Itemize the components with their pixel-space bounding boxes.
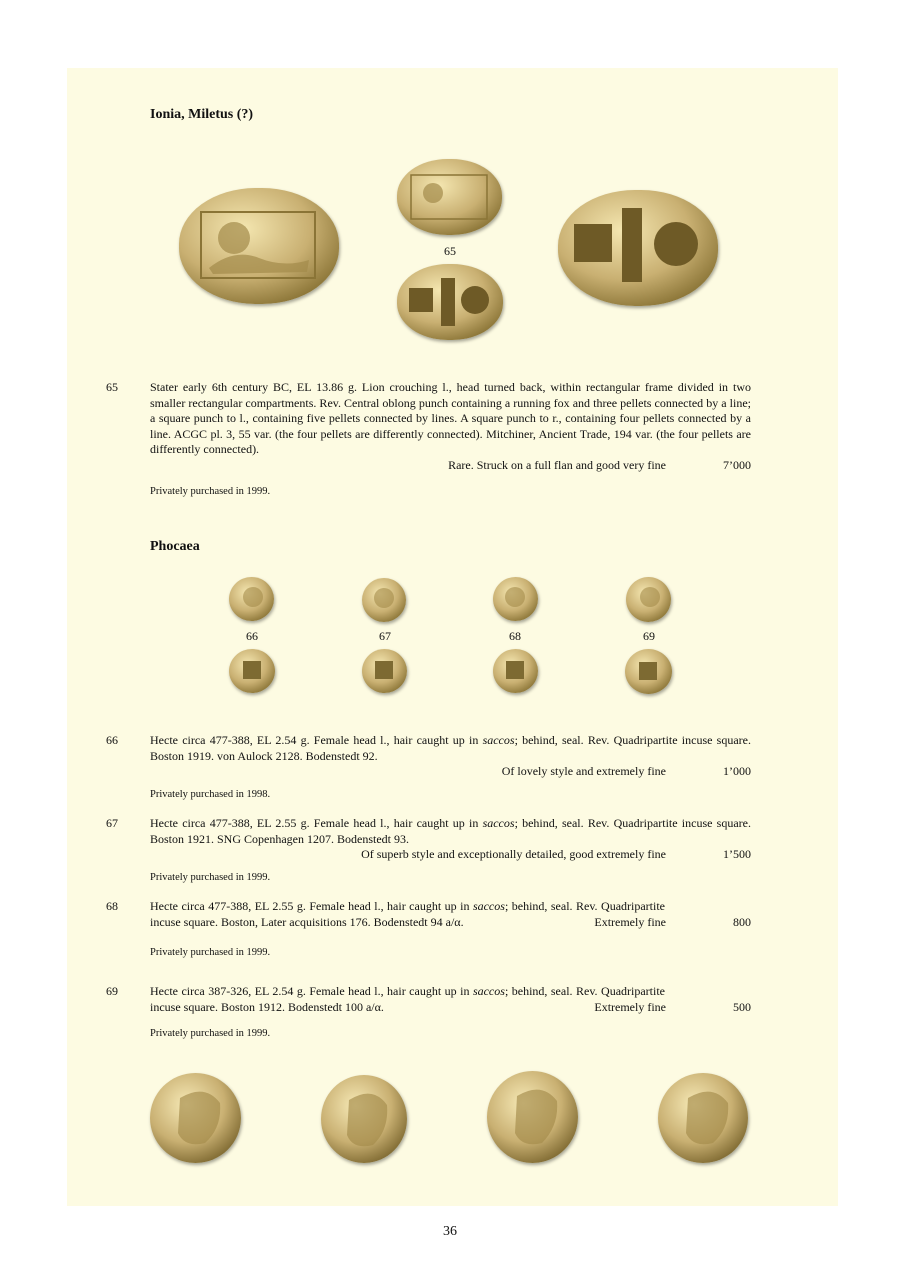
coin-68-obverse: [493, 577, 538, 621]
lot-number: 69: [106, 984, 118, 998]
lot-grade-price: [448, 458, 751, 473]
lot-number: 66: [106, 733, 118, 747]
coin-69-enlarged: [658, 1073, 748, 1163]
lot-provenance: Privately purchased in 1999.: [150, 1028, 271, 1039]
coin-67-reverse: [362, 649, 407, 693]
lot-number: 68: [106, 899, 118, 913]
coin-65-obverse-large: [179, 188, 339, 304]
coin-67-enlarged: [321, 1075, 407, 1163]
lot-grade-price: [361, 847, 751, 862]
coin-68-enlarged: [487, 1071, 578, 1163]
lot-grade: Extremely fine: [594, 1000, 666, 1014]
lot-grade-price: [594, 1000, 751, 1015]
lot-provenance: Privately purchased in 1999.: [150, 947, 271, 958]
lot-provenance: Privately purchased in 1999.: [150, 872, 271, 883]
coin-69-obverse: [626, 577, 671, 622]
lot-price: 800: [733, 915, 751, 929]
lot-provenance: Privately purchased in 1998.: [150, 789, 271, 800]
coin-65-reverse-large: [558, 190, 718, 306]
lot-price: 1’000: [723, 764, 751, 778]
coin-65-obverse-small: [397, 159, 502, 235]
coin-69-label: 69: [643, 629, 655, 643]
section-title-phocaea: Phocaea: [150, 539, 200, 554]
lot-grade-price: [594, 915, 751, 930]
lot-description: Hecte circa 477-388, EL 2.55 g. Female head l., hair caught up in saccos; behind, seal. Rev. Quadripartite incuse square. Boston 1921. SNG Copenhagen 1207. Bodenstedt 93.: [150, 816, 751, 846]
coin-65-label: 65: [444, 244, 456, 258]
coin-66-obverse: [229, 577, 274, 621]
lot-grade: Rare. Struck on a full flan and good very fine: [448, 458, 666, 472]
coin-65-reverse-small: [397, 264, 503, 340]
lot-grade: Of superb style and exceptionally detailed, good extremely fine: [361, 847, 666, 861]
coin-69-reverse: [625, 649, 672, 694]
lot-grade-price: [502, 764, 751, 779]
lot-grade: Extremely fine: [594, 915, 666, 929]
lot-description: Hecte circa 477-388, EL 2.54 g. Female head l., hair caught up in saccos; behind, seal. Rev. Quadripartite incuse square. Boston 1919. von Aulock 2128. Bodenstedt 92.: [150, 733, 751, 763]
page-number: 36: [443, 1224, 457, 1239]
lot-grade: Of lovely style and extremely fine: [501, 764, 666, 778]
lot-price: 7’000: [723, 458, 751, 472]
section-title-ionia: Ionia, Miletus (?): [150, 107, 254, 122]
coin-66-reverse: [229, 649, 275, 693]
coin-67-label: 67: [379, 629, 391, 643]
lot-description: Hecte circa 477-388, EL 2.55 g. Female head l., hair caught up in saccos; behind, seal. Rev. Quadripartite incuse square. Boston, Later acquisitions 176. Bodenstedt 94 a/α.: [150, 899, 666, 929]
lot-description: Stater early 6th century BC, EL 13.86 g. Lion crouching l., head turned back, within rectangular frame divided in two smaller rectangular compartments. Rev. Central oblong punch containing a running fox and three pellets connected by a line; a square punch to l., containing five pellets connected by lines. A square punch to r., containing four pellets connected by a line. ACGC pl. 3, 55 var. (the four pellets are differently connected). Mitchiner, Ancient Trade, 194 var. (the four pellets are differently connected).: [150, 380, 751, 456]
coin-66-label: 66: [246, 629, 258, 643]
coin-68-label: 68: [509, 629, 521, 643]
lot-price: 500: [733, 1000, 751, 1014]
lot-number: 67: [106, 816, 118, 830]
coin-68-reverse: [493, 649, 538, 693]
lot-number: 65: [106, 380, 118, 394]
lot-provenance: Privately purchased in 1999.: [150, 486, 271, 497]
coin-67-obverse: [362, 578, 406, 622]
coin-66-enlarged: [150, 1073, 241, 1163]
lot-description: Hecte circa 387-326, EL 2.54 g. Female head l., hair caught up in saccos; behind, seal. Rev. Quadripartite incuse square. Boston 1912. Bodenstedt 100 a/α.: [150, 984, 666, 1014]
lot-price: 1’500: [723, 847, 751, 861]
